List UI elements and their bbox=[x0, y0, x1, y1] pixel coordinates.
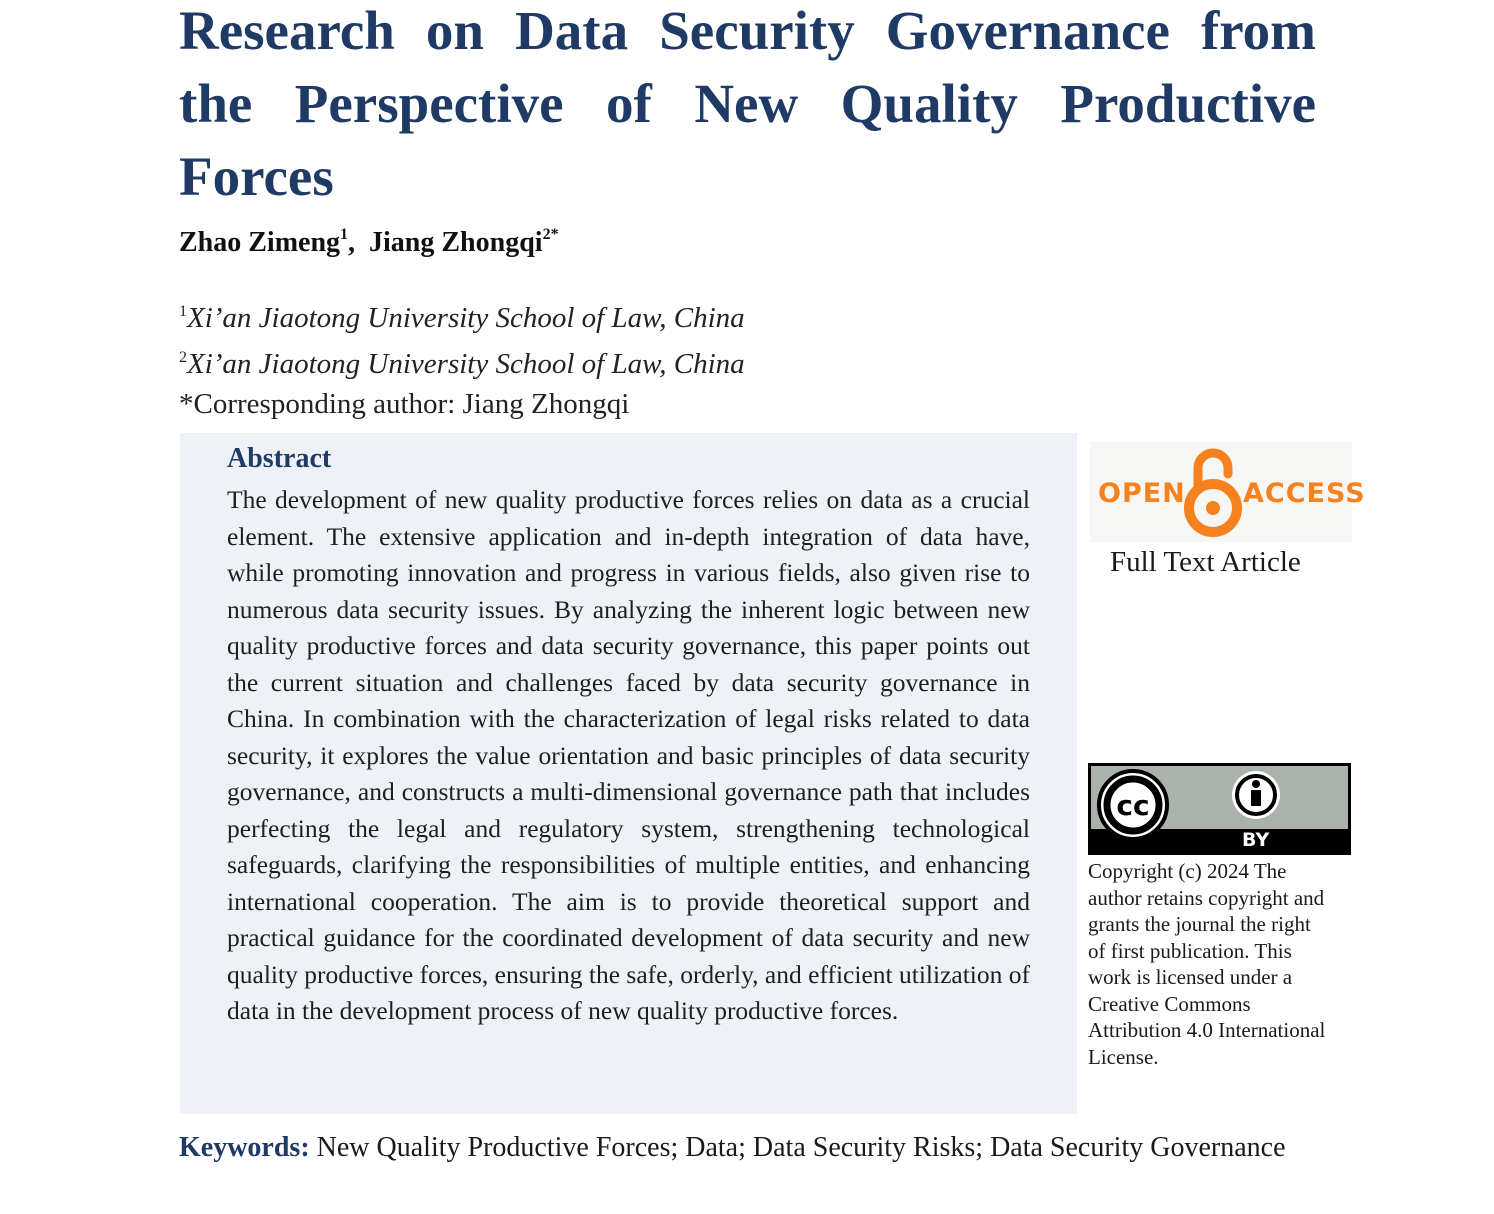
paper-title: Research on Data Security Governance from the Perspective of New Quality Productive Forces bbox=[179, 0, 1316, 207]
affiliation bbox=[179, 292, 745, 338]
cc-by-label: BY bbox=[1242, 829, 1270, 851]
affiliation-text: Xi’an Jiaotong University School of Law, China bbox=[187, 348, 745, 380]
keywords-text: New Quality Productive Forces; Data; Data Security Risks; Data Security Governance bbox=[316, 1132, 1286, 1163]
author-affiliation-mark: 2* bbox=[542, 226, 559, 243]
abstract-heading: Abstract bbox=[227, 443, 332, 474]
affiliation-mark: 1 bbox=[179, 303, 187, 320]
abstract-box bbox=[180, 433, 1077, 1114]
license-text: Copyright (c) 2024 The author retains copyright and grants the journal the right of first publication. This work is licensed under a Creative Commons Attribution 4.0 International License. bbox=[1088, 859, 1326, 1069]
affiliation bbox=[179, 338, 745, 384]
cc-by-badge[interactable] bbox=[1088, 763, 1351, 855]
author-name: Jiang Zhongqi bbox=[369, 227, 543, 258]
open-access-lock-icon bbox=[1180, 444, 1246, 538]
open-access-logo bbox=[1090, 442, 1366, 542]
keywords bbox=[179, 1128, 1316, 1168]
affiliations bbox=[179, 292, 745, 424]
creative-commons-icon bbox=[1088, 763, 1351, 855]
abstract-text: The development of new quality productive forces relies on data as a crucial element. The extensive application and in-depth integration of data have, while promoting innovation and progress in various fields, also given rise to numerous data security issues. By analyzing the inherent logic between new quality productive forces and data security governance, this paper points out the current situation and challenges faced by data security governance in China. In combination with the characterization of legal risks related to data security, it explores the value orientation and basic principles of data security governance, and constructs a multi-dimensional governance path that includes perfecting the legal and regulatory system, strengthening technological safeguards, clarifying the responsibilities of multiple entities, and enhancing international cooperation. The aim is to provide theoretical support and practical guidance for the coordinated development of data security and new quality productive forces, ensuring the safe, orderly, and efficient utilization of data in the development process of new quality productive forces. bbox=[227, 485, 1030, 1025]
author-affiliation-mark: 1 bbox=[340, 226, 349, 243]
full-text-article-label: Full Text Article bbox=[1110, 546, 1301, 578]
affiliation-text: Xi’an Jiaotong University School of Law, China bbox=[187, 302, 745, 334]
keywords-label: Keywords: bbox=[179, 1132, 310, 1163]
affiliation-mark: 2 bbox=[179, 349, 187, 366]
open-access-open-label: OPEN bbox=[1098, 478, 1186, 509]
open-access-access-label: ACCESS bbox=[1243, 478, 1366, 509]
author-separator: , bbox=[348, 227, 356, 258]
author-list bbox=[179, 226, 559, 259]
corresponding-author: *Corresponding author: Jiang Zhongqi bbox=[179, 388, 630, 420]
author-name: Zhao Zimeng bbox=[179, 227, 341, 258]
svg-text:cc: cc bbox=[1116, 789, 1150, 822]
